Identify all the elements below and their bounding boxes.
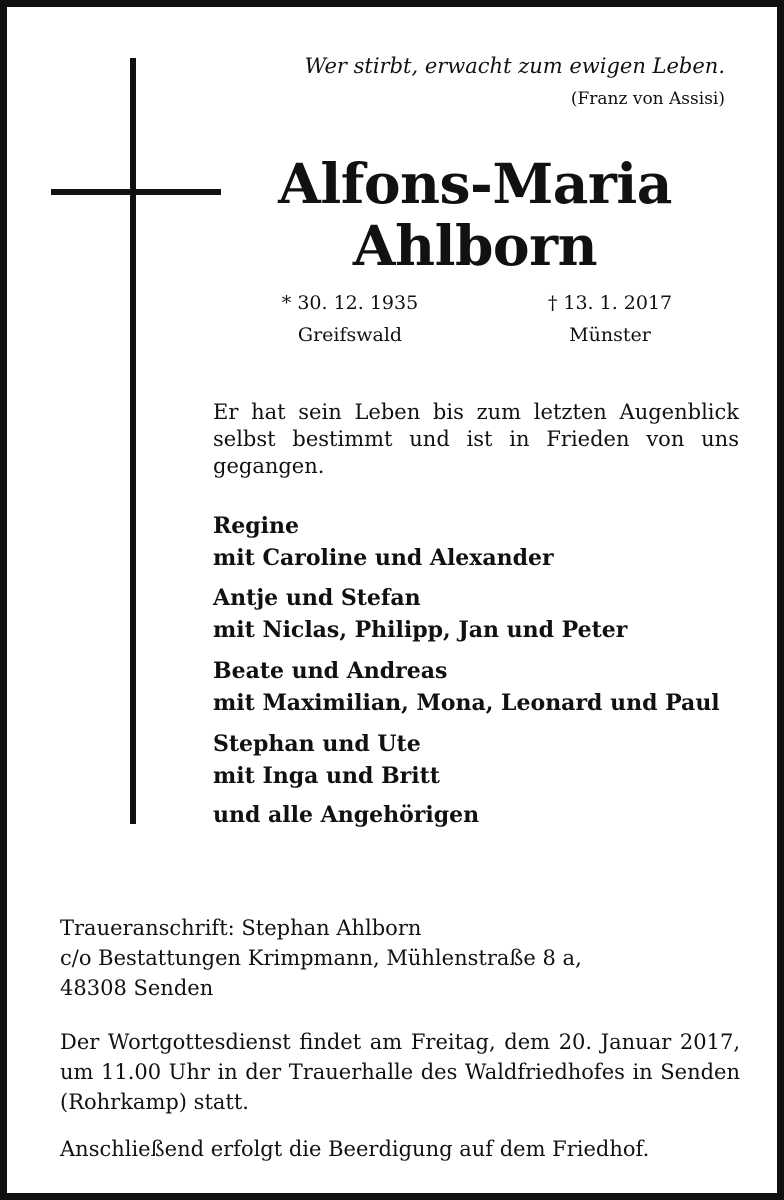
- family-children: mit Maximilian, Mona, Leonard und Paul: [213, 690, 720, 716]
- family-group: [213, 655, 753, 719]
- family-group: [213, 799, 753, 831]
- death-place: Münster: [569, 324, 651, 346]
- mourning-address: [60, 913, 750, 1003]
- family-members: Stephan und Ute: [213, 731, 421, 757]
- family-members: Antje und Stefan: [213, 585, 421, 611]
- memorial-statement: Er hat sein Leben bis zum letzten Augenblick selbst bestimmt und ist in Frieden von uns gegangen.: [213, 400, 739, 478]
- family-children: mit Inga und Britt: [213, 763, 440, 789]
- family-children: mit Niclas, Philipp, Jan und Peter: [213, 617, 628, 643]
- epigraph-quote: Wer stirbt, erwacht zum ewigen Leben.: [304, 54, 725, 78]
- cross-horizontal-bar: [51, 189, 221, 195]
- family-members: Beate und Andreas: [213, 658, 448, 684]
- service-announcement: Der Wortgottesdienst findet am Freitag, dem 20. Januar 2017, um 11.00 Uhr in der Trauerhalle des Waldfriedhofes in Senden (Rohrkamp) statt.: [60, 1030, 740, 1114]
- address-line: c/o Bestattungen Krimpmann, Mühlenstraße 8 a,: [60, 946, 582, 970]
- address-line: Traueranschrift: Stephan Ahlborn: [60, 916, 422, 940]
- family-members: Regine: [213, 513, 300, 539]
- deceased-first-name: Alfons-Maria: [278, 151, 672, 216]
- epigraph-source: (Franz von Assisi): [570, 89, 725, 109]
- cross-vertical-bar: [130, 58, 136, 824]
- birth-place: Greifswald: [297, 324, 403, 346]
- deceased-last-name: Ahlborn: [352, 213, 598, 278]
- death-date: † 13. 1. 2017: [547, 292, 673, 314]
- family-group: [213, 510, 753, 574]
- family-relatives: und alle Angehörigen: [213, 802, 480, 828]
- burial-announcement: Anschließend erfolgt die Beerdigung auf dem Friedhof.: [60, 1137, 650, 1161]
- birth-date: * 30. 12. 1935: [281, 292, 419, 314]
- family-children: mit Caroline und Alexander: [213, 545, 554, 571]
- family-group: [213, 728, 753, 792]
- family-group: [213, 582, 753, 646]
- address-line: 48308 Senden: [60, 976, 214, 1000]
